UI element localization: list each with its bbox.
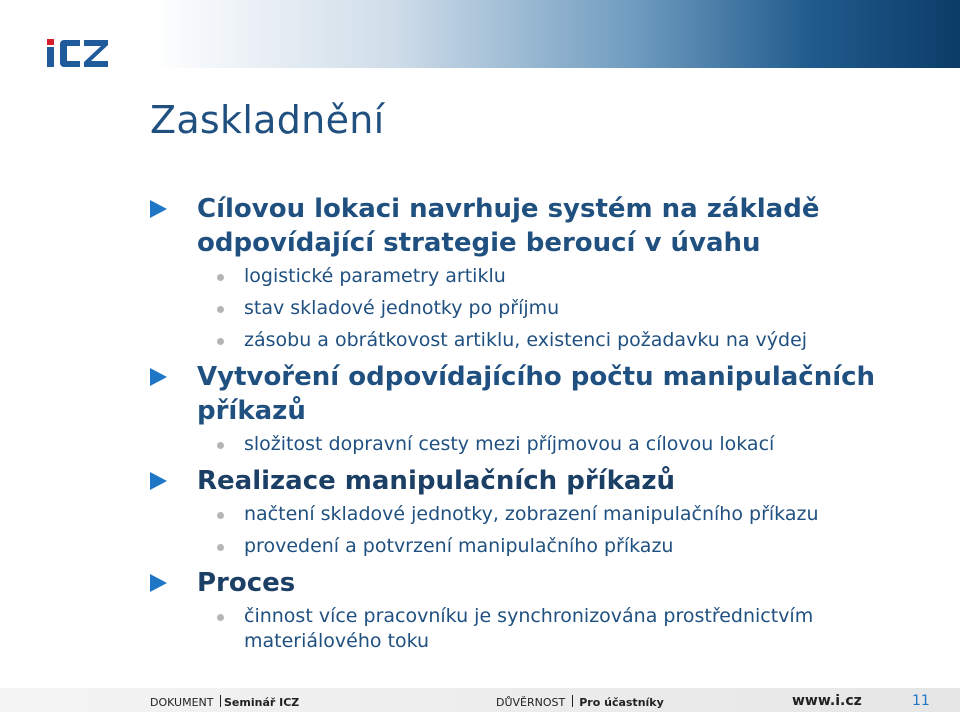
sub-bullet-item (150, 432, 940, 457)
bullet-text: Cílovou lokaci navrhuje systém na základě odpovídající strategie beroucí v úvahu (197, 194, 820, 258)
dot-bullet-icon (217, 442, 224, 449)
footer-bar (0, 688, 960, 712)
bullet-item (150, 360, 940, 428)
slide-content (150, 192, 940, 661)
footer-separator (572, 695, 573, 707)
footer-confidentiality-value: Pro účastníky (579, 696, 664, 709)
triangle-bullet-icon (150, 472, 167, 490)
sub-bullet-text: provedení a potvrzení manipulačního příkazu (244, 535, 674, 557)
triangle-bullet-icon (150, 368, 167, 386)
sub-bullet-item (150, 534, 940, 559)
footer-doc-title: Seminář ICZ (224, 696, 300, 709)
dot-bullet-icon (217, 274, 224, 281)
bullet-text: Realizace manipulačních příkazů (197, 466, 676, 496)
footer-separator (220, 695, 221, 707)
sub-bullet-text: činnost více pracovníku je synchronizována prostřednictvím materiálového toku (244, 605, 814, 652)
triangle-bullet-icon (150, 574, 167, 592)
icz-logo-icon (46, 36, 110, 70)
footer-confidentiality (496, 695, 664, 709)
footer-confidentiality-label: DŮVĚRNOST (496, 696, 566, 709)
slide-title: Zaskladnění (150, 98, 385, 142)
logo-area (0, 0, 150, 68)
sub-bullet-item (150, 604, 940, 654)
bullet-text: Proces (197, 568, 296, 598)
footer-website-link[interactable]: www.i.cz (792, 693, 862, 709)
sub-bullet-text: zásobu a obrátkovost artiklu, existenci požadavku na výdej (244, 329, 808, 351)
sub-bullet-item (150, 296, 940, 321)
bullet-item (150, 566, 940, 600)
sub-bullet-text: složitost dopravní cesty mezi příjmovou a cílovou lokací (244, 433, 775, 455)
sub-bullet-item (150, 264, 940, 289)
footer-document (150, 695, 299, 709)
sub-bullet-text: stav skladové jednotky po příjmu (244, 297, 560, 319)
header-band (150, 0, 960, 68)
dot-bullet-icon (217, 544, 224, 551)
page-number: 11 (912, 693, 930, 709)
sub-bullet-item (150, 502, 940, 527)
bullet-text: Vytvoření odpovídajícího počtu manipulačních příkazů (197, 362, 876, 426)
triangle-bullet-icon (150, 200, 167, 218)
bullet-item (150, 464, 940, 498)
dot-bullet-icon (217, 614, 224, 621)
bullet-item (150, 192, 940, 260)
sub-bullet-item (150, 328, 940, 353)
dot-bullet-icon (217, 306, 224, 313)
sub-bullet-text: logistické parametry artiklu (244, 265, 506, 287)
sub-bullet-text: načtení skladové jednotky, zobrazení manipulačního příkazu (244, 503, 819, 525)
dot-bullet-icon (217, 512, 224, 519)
footer-doc-label: DOKUMENT (150, 696, 214, 709)
icz-logo (46, 36, 110, 70)
dot-bullet-icon (217, 338, 224, 345)
